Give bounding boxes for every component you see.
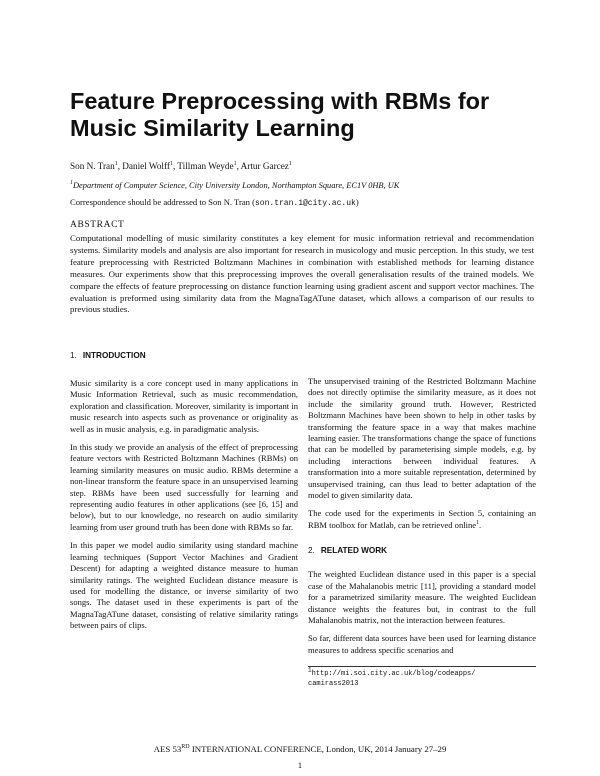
- section-number: 1.: [70, 351, 77, 360]
- footnote-url-line[interactable]: http://mi.soi.city.ac.uk/blog/codeapps/: [311, 670, 476, 678]
- footnote-mark: 1: [308, 666, 312, 674]
- author-affil-mark: 1: [169, 160, 173, 167]
- page-number: 1: [297, 760, 303, 770]
- author-affil-mark: 1: [288, 160, 292, 167]
- code-availability-paragraph: [308, 508, 536, 531]
- related-paragraph: The weighted Euclidean distance used in this paper is a special case of the Mahalanobis metric [11], providing a standard model for a parametrized similarity measure. The weighted Euclidean distance weights the features but, in contrast to the full Mahalanobis matrix, not the interaction between features.: [308, 569, 536, 625]
- section-heading-related-work: [308, 545, 536, 557]
- author-name: Artur Garcez: [240, 161, 289, 171]
- correspondence-email: son.tran.1@city.ac.uk: [254, 199, 356, 208]
- code-availability-text: The code used for the experiments in Section 5, containing an RBM toolbox for Matlab, can be retrieved online: [308, 508, 536, 530]
- intro-paragraph: In this paper we model audio similarity using standard machine learning techniques (Support Vector Machines and Gradient Descent) for adapting a weighted distance measure to human similarity ratings. The weighted Euclidean distance measure is used for modelling the distance, or inverse similarity of two songs. The dataset used in these experiments is part of the MagnaTagATune dataset, consisting of relative similarity ratings between pairs of clips.: [70, 540, 298, 631]
- related-paragraph: So far, different data sources have been used for learning distance measures to address specific scenarios and: [308, 633, 536, 655]
- conference-suffix: INTERNATIONAL CONFERENCE, London, UK, 2014 January 27–29: [189, 744, 447, 754]
- abstract-text: Computational modelling of music similarity constitutes a key element for music information retrieval and recommendation systems. Similarity models and analysis are also important for research in musicology and music perception. In this study, we test feature preprocessing with Restricted Boltzmann Machines in combination with established methods for learning distance measures. Our experiments show that this preprocessing improves the overall generalisation results of the trained models. We compare the effects of feature preprocessing on distance function learning using gradient ascent and support vector machines. The evaluation is preformed using similarity data from the MagnaTagATune dataset, which allows a comparison of our results to previous studies.: [70, 233, 534, 315]
- affiliation: [70, 180, 540, 191]
- footnote-ref: 1: [476, 520, 480, 527]
- right-column: [308, 376, 536, 656]
- section-heading-introduction: [70, 350, 298, 362]
- conference-prefix: AES 53: [153, 744, 182, 754]
- author-affil-mark: 1: [114, 160, 118, 167]
- author-name: Son N. Tran: [70, 161, 115, 171]
- abstract-heading: ABSTRACT: [70, 220, 125, 230]
- intro-paragraph-continued: The unsupervised training of the Restricted Boltzmann Machine does not directly optimise the similarity measure, as it does not include the similarity ground truth. However, Restricted Boltzmann Machines have been shown to help in other tasks by transforming the feature space in a way that makes machine learning easier. The transformations change the space of functions that can be modelled by parameterising simple models, e.g. by including interactions between individual features. A transformation into a more suitable representation, determined by unsupervised training, can thus lead to better adaptation of the model to given similarity data.: [308, 376, 536, 501]
- section-title: RELATED WORK: [320, 546, 388, 556]
- intro-paragraph: Music similarity is a core concept used in many applications in Music Information Retrieval, such as music recommendation, exploration and classification. Moreover, similarity is important in music research into aspects such as provenance or originality as well as in music analysis, e.g. in paradigmatic analysis.: [70, 378, 298, 434]
- affiliation-text: Department of Computer Science, City University London, Northampton Square, EC1V 0HB, UK: [73, 181, 400, 190]
- footnote-url-line[interactable]: camirass2013: [308, 679, 359, 688]
- author-name: Daniel Wolff: [122, 161, 170, 171]
- footnote: [308, 666, 536, 689]
- sentence-end: .: [479, 519, 482, 530]
- conference-ordinal: RD: [181, 744, 190, 751]
- section-title: INTRODUCTION: [82, 351, 146, 360]
- affiliation-mark: 1: [70, 180, 73, 187]
- correspondence-prefix: Correspondence should be addressed to Son N. Tran (: [70, 197, 255, 207]
- section-number: 2.: [308, 546, 315, 556]
- author-list: Son N. Tran$^1$, Daniel Wolff$^1$, Tillman Weyde$^1$, Artur Garcez$^1$: [70, 160, 292, 171]
- author-name: Tillman Weyde: [177, 161, 234, 171]
- conference-footer: [0, 744, 600, 755]
- author-affil-mark: 1: [233, 160, 237, 167]
- intro-paragraph: In this study we provide an analysis of the effect of preprocessing feature vectors with Restricted Boltzmann Machines (RBMs) on learning similarity measures on music audio. RBMs determine a non-linear transform the feature space in an unsupervised learning step. RBMs have been used successfully for learning and representing audio features in other applications (see [6, 15] and below), but to our knowledge, no research on audio similarity learning from user ground truth has been done with RBMs so far.: [70, 442, 298, 532]
- paper-title: Feature Preprocessing with RBMs for Music Similarity Learning: [70, 88, 490, 141]
- left-column: [70, 350, 298, 632]
- correspondence-suffix: ): [355, 197, 359, 207]
- correspondence-line: [70, 197, 540, 209]
